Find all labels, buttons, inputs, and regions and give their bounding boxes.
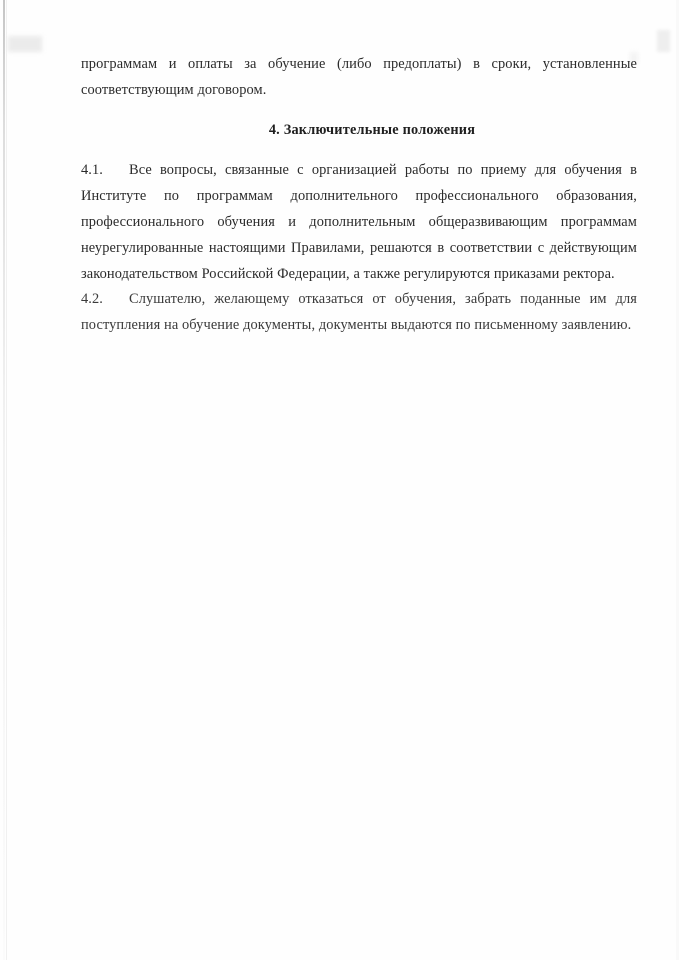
scan-artifact-smudge-top-right [657,30,670,52]
scan-artifact-left-edge-line-secondary [6,0,7,960]
document-text-body [81,52,637,339]
scan-artifact-left-edge-line [3,0,5,960]
clause-4-1 [81,158,637,287]
clause-4-2 [81,287,637,339]
clause-4-1-number: 4.1. [81,162,103,179]
clause-4-1-text: Все вопросы, связанные с организацией работы по приему для обучения в Институте по программам дополнительного профессионального образования, профессионального обучения и дополнительным общеразвивающим программам неурегулированные настоящими Правилами, решаются в соответствии с действующим законодательством Российской Федерации, а также регулируются приказами ректора. [81,162,637,282]
clause-4-2-number: 4.2. [81,291,103,308]
heading-spacer-above [81,104,637,118]
continued-paragraph: программам и оплаты за обучение (либо предоплаты) в сроки, установленные соответствующим договором. [81,56,637,98]
clause-4-2-text: Слушателю, желающему отказаться от обучения, забрать поданные им для поступления на обучение документы, документы выдаются по письменному заявлению. [81,291,637,334]
heading-spacer-below [81,143,637,158]
scan-artifact-smudge-top-left [8,36,42,52]
section-heading: 4. Заключительные положения [268,121,476,138]
